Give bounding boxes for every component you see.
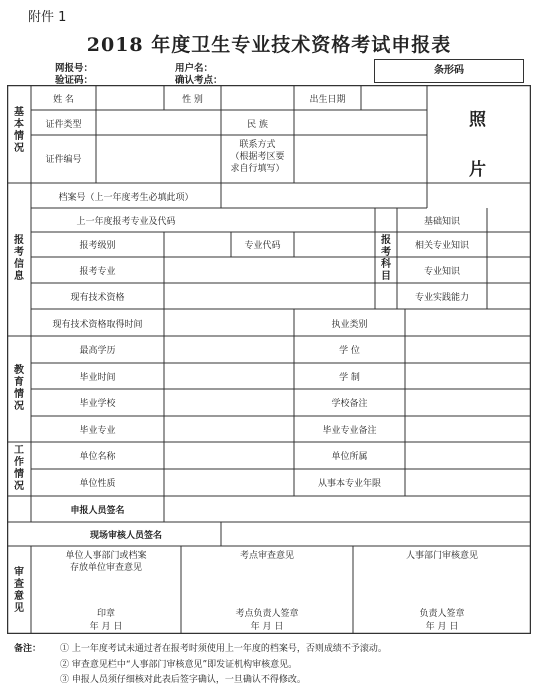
major-note-label: 毕业专业备注 xyxy=(322,426,377,436)
footnote-3: ③ 申报人员须仔细核对此表后签字确认，一旦确认不得修改。 xyxy=(60,675,306,685)
footnote-title: 备注： xyxy=(14,644,42,654)
review-hr-label: 人事部门审核意见 xyxy=(405,551,478,561)
section-review: 审查意见 xyxy=(14,567,24,614)
subject-basic-label: 基础知识 xyxy=(423,217,460,227)
school-note-label: 学校备注 xyxy=(331,399,368,409)
unit-name-label: 单位名称 xyxy=(79,452,116,462)
name-label: 姓 名 xyxy=(53,95,74,105)
contact-label-2: （根据考区要 xyxy=(230,152,285,162)
section-work: 工作情况 xyxy=(14,445,24,492)
last-major-label: 上一年度报考专业及代码 xyxy=(76,217,176,227)
grad-time-label: 毕业时间 xyxy=(79,373,116,383)
footnote-2: ② 审查意见栏中“人事部门审核意见”即发证机构审核意见。 xyxy=(60,660,298,670)
gender-label: 性 别 xyxy=(182,95,203,105)
subject-major-label: 专业知识 xyxy=(423,267,460,277)
onsite-reviewer-signature-label: 现场审核人员签名 xyxy=(89,531,162,541)
level-label: 报考级别 xyxy=(79,241,116,251)
form-title: 2018 年度卫生专业技术资格考试申报表 xyxy=(86,34,452,56)
confirm-site-label: 确认考点： xyxy=(175,75,223,86)
contact-label-1: 联系方式 xyxy=(239,140,276,150)
verify-code-label: 验证码： xyxy=(55,75,94,86)
ethnic-label: 民 族 xyxy=(247,120,268,130)
archive-label: 档案号（上一年度考生必填此项） xyxy=(58,193,194,203)
footnote-1: ① 上一年度考试未通过者在报考时须使用上一年度的档案号，否则成绩不予滚动。 xyxy=(60,644,387,654)
web-no-label: 网报号： xyxy=(55,63,94,74)
section-subjects: 报考科目 xyxy=(381,235,391,282)
application-form-table xyxy=(7,85,531,634)
qualification-time-label: 现有技术资格取得时间 xyxy=(52,320,143,330)
unit-location-label: 单位所属 xyxy=(331,452,368,462)
applicant-signature-label: 申报人员签名 xyxy=(70,506,125,516)
degree-label: 学 位 xyxy=(339,346,360,356)
section-apply: 报考信息 xyxy=(14,235,24,282)
photo-label-1: 照 xyxy=(469,110,486,130)
subject-related-label: 相关专业知识 xyxy=(414,241,469,251)
review-unit-label-2: 存放单位审查意见 xyxy=(69,563,142,573)
section-education: 教育情况 xyxy=(14,365,24,412)
unit-nature-label: 单位性质 xyxy=(79,479,116,489)
current-qualification-label: 现有技术资格 xyxy=(70,293,125,303)
id-no-label: 证件编号 xyxy=(45,155,82,165)
contact-label-3: 求自行填写） xyxy=(230,164,285,174)
username-label: 用户名： xyxy=(175,63,214,74)
apply-major-label: 报考专业 xyxy=(79,267,116,277)
section-basic: 基本情况 xyxy=(14,107,24,154)
annex-label: 附件 1 xyxy=(28,10,67,25)
id-type-label: 证件类型 xyxy=(45,120,82,130)
site-head-sign-label: 考点负责人签章 xyxy=(235,609,299,619)
review-unit-label-1: 单位人事部门或档案 xyxy=(65,551,147,561)
date-site: 年 月 日 xyxy=(250,622,284,632)
seal-label: 印章 xyxy=(96,609,115,619)
grad-major-label: 毕业专业 xyxy=(79,426,116,436)
barcode-box: 条形码 xyxy=(374,59,524,83)
subject-practice-label: 专业实践能力 xyxy=(414,293,469,303)
photo-label-2: 片 xyxy=(469,160,486,180)
birth-label: 出生日期 xyxy=(309,95,346,105)
schooling-label: 学 制 xyxy=(339,373,360,383)
date-unit: 年 月 日 xyxy=(89,622,123,632)
years-label: 从事本专业年限 xyxy=(317,479,381,489)
practice-type-label: 执业类别 xyxy=(331,320,368,330)
review-site-label: 考点审查意见 xyxy=(239,551,294,561)
major-code-label: 专业代码 xyxy=(244,241,281,251)
grad-school-label: 毕业学校 xyxy=(79,399,116,409)
highest-edu-label: 最高学历 xyxy=(79,346,116,356)
date-hr: 年 月 日 xyxy=(425,622,459,632)
hr-head-sign-label: 负责人签章 xyxy=(419,609,465,619)
